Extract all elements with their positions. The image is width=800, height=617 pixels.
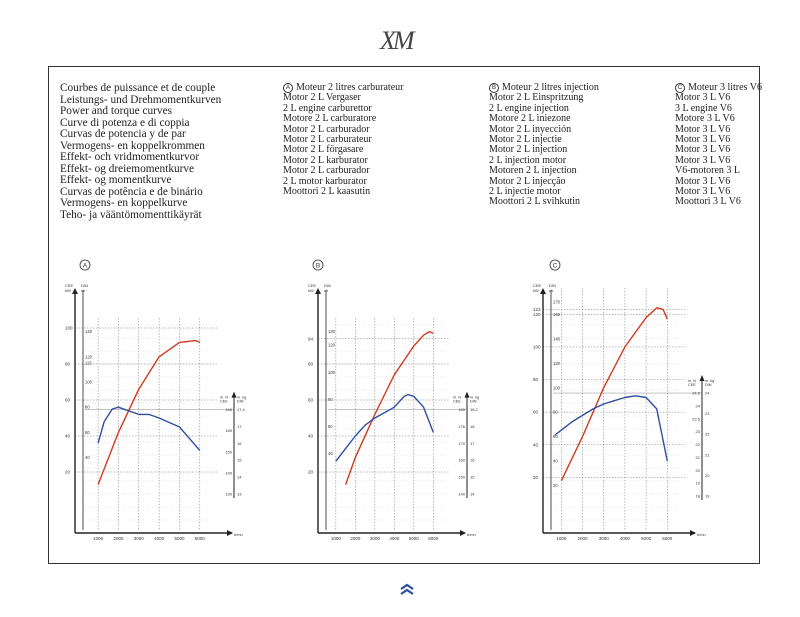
- engine-line-text: 2 L motor karburator: [283, 175, 367, 187]
- x-tick-label: 1000: [556, 536, 567, 541]
- torque-curve: [555, 396, 667, 461]
- engine-line-text: Motor 3 L V6: [675, 133, 731, 145]
- hp-axis-title: DIN: [81, 283, 88, 288]
- language-title: Curvas de potência e de binário: [60, 185, 203, 198]
- hp-tick-label: 80: [85, 404, 90, 410]
- torque-mkg-tick-label: 15: [470, 474, 475, 480]
- x-tick-label: 4000: [154, 536, 165, 541]
- torque-curve: [336, 395, 434, 462]
- x-tick-label: 5000: [174, 536, 185, 541]
- torque-mkg-tick-label: 18: [470, 423, 475, 429]
- y-tick-label: 60: [308, 397, 314, 403]
- hp-axis-title: DIN: [324, 283, 331, 288]
- engine-line-text: Motor 2 L Vergaser: [283, 92, 361, 104]
- engine-line-text: Motor 3 L V6: [675, 123, 731, 135]
- arrow-right-icon: [690, 530, 696, 536]
- engine-line-text: Motore 3 L V6: [675, 113, 735, 125]
- left-axis-title: CEE: [533, 283, 542, 288]
- power-curve: [346, 332, 434, 485]
- engine-line-text: Motor 2 L karburator: [283, 154, 368, 166]
- x-tick-label: 2000: [113, 536, 124, 541]
- x-tick-label: 3000: [133, 536, 144, 541]
- torque-nm-tick-label: 160: [458, 457, 465, 463]
- torque-axis-subtitle: CEE: [453, 399, 461, 404]
- left-axis-unit: kW: [308, 288, 314, 293]
- torque-axis-subtitle: CEE: [220, 399, 228, 404]
- engine-line-text: Motor 3 L V6: [675, 92, 731, 104]
- torque-mkg-tick-label: 18.2: [470, 407, 478, 413]
- y-tick-label: 100: [65, 325, 73, 331]
- language-title: Effekt- och vridmomentkurvor: [60, 151, 200, 163]
- torque-mkg-tick-label: 24: [705, 390, 710, 396]
- hp-tick-label: 170: [553, 299, 560, 305]
- torque-nm-tick-label: 22: [695, 442, 700, 448]
- engine-line-text: Motor 3 L V6: [675, 185, 731, 197]
- engine-line-text: 2 L injection motor: [489, 154, 567, 166]
- x-tick-label: 3000: [598, 536, 609, 541]
- hp-tick-label: 130: [328, 329, 335, 335]
- hp-tick-label: 60: [553, 434, 558, 440]
- hp-tick-label: 100: [553, 385, 560, 391]
- x-tick-label: 6000: [662, 536, 673, 541]
- torque-axis-title: m. N: [453, 395, 462, 400]
- engine-line-text: 2 L injectie motor: [489, 185, 561, 197]
- torque-axis-subtitle: DIN: [470, 399, 477, 404]
- left-axis-unit: kW: [65, 288, 71, 293]
- x-axis-title: tr/mn: [467, 533, 476, 537]
- citroen-xm-logo: XM: [380, 26, 412, 55]
- hp-tick-label: 120: [553, 360, 560, 366]
- hp-tick-label: 40: [85, 455, 90, 461]
- engine-line-text: Moottori 2 L kaasutin: [283, 185, 371, 197]
- torque-mkg-tick-label: 21: [705, 452, 710, 458]
- torque-nm-tick-label: 24.5: [692, 390, 700, 396]
- y-tick-label: 40: [65, 433, 71, 439]
- engine-line-text: V6-motoren 3 L: [675, 165, 740, 177]
- y-tick-label: 40: [533, 442, 539, 448]
- torque-mkg-tick-label: 15: [237, 457, 242, 463]
- y-tick-label: 94: [308, 336, 314, 342]
- hp-tick-label: 80: [328, 396, 333, 402]
- language-title: Curvas de potencia y de par: [60, 128, 186, 140]
- torque-mkg-tick-label: 17: [237, 423, 242, 429]
- torque-mkg-tick-label: 13: [237, 491, 242, 497]
- language-title: Courbes de puissance et de couple: [60, 82, 216, 94]
- language-title: Effekt- og momentkurve: [60, 174, 172, 186]
- engine-marker-icon: A: [283, 83, 293, 93]
- engine-line-text: Motore 2 L iniezone: [489, 113, 571, 125]
- chart-a: [65, 260, 246, 541]
- hp-tick-label: 60: [85, 429, 90, 435]
- hp-tick-label: 100: [85, 379, 92, 385]
- y-tick-label: 80: [65, 361, 71, 367]
- arrow-up-icon: [465, 392, 470, 398]
- x-tick-label: 1000: [93, 536, 104, 541]
- hp-tick-label: 160: [553, 311, 560, 317]
- torque-nm-tick-label: 176: [458, 423, 465, 429]
- torque-nm-tick-label: 18: [695, 493, 700, 499]
- engine-line-text: Motor 2 L injecção: [489, 175, 566, 187]
- x-axis-title: tr/mn: [234, 533, 243, 537]
- torque-axis-title: m. kg: [705, 379, 715, 384]
- torque-nm-tick-label: 150: [458, 474, 465, 480]
- x-tick-label: 3000: [369, 536, 380, 541]
- hp-axis-unit: ch: [549, 288, 554, 293]
- torque-axis-title: m. N: [688, 379, 697, 384]
- torque-nm-tick-label: 24: [695, 403, 700, 409]
- torque-mkg-tick-label: 19: [705, 493, 710, 499]
- engine-line-text: Motor 3 L V6: [675, 154, 731, 166]
- engine-line-text: Motor 2 L förgasare: [283, 144, 364, 156]
- arrow-right-icon: [460, 530, 466, 536]
- language-title: Teho- ja vääntömomenttikäyrät: [60, 208, 202, 221]
- arrow-up-icon: [315, 288, 321, 294]
- language-title: Vermogens- en koppelkurve: [60, 197, 188, 209]
- hp-tick-label: 120: [328, 342, 335, 348]
- torque-nm-tick-label: 170: [458, 440, 465, 446]
- left-axis-unit: kW: [533, 288, 539, 293]
- torque-mkg-tick-label: 16: [237, 440, 242, 446]
- hp-tick-label: 140: [553, 336, 560, 342]
- engine-line-text: Motor 2 L injection: [489, 144, 568, 156]
- hp-tick-label: 60: [328, 424, 333, 430]
- torque-nm-tick-label: 23: [695, 429, 700, 435]
- engine-line-text: Motoren 2 L injection: [489, 165, 577, 177]
- engine-line-text: 3 L engine V6: [675, 102, 732, 114]
- torque-nm-tick-label: 160: [225, 428, 232, 434]
- y-tick-label: 20: [65, 469, 71, 475]
- engine-line-text: Motor 3 L V6: [675, 144, 731, 156]
- y-tick-label: 20: [308, 469, 314, 475]
- y-tick-label: 80: [533, 377, 539, 383]
- y-tick-label: 40: [308, 433, 314, 439]
- y-tick-label: 120: [533, 311, 541, 317]
- arrow-up-icon: [700, 375, 705, 381]
- x-tick-label: 2000: [350, 536, 361, 541]
- torque-nm-tick-label: 180: [458, 407, 465, 413]
- x-tick-label: 6000: [194, 536, 205, 541]
- arrow-right-icon: [227, 530, 233, 536]
- chart-b: [308, 260, 479, 541]
- arrow-up-icon: [540, 288, 546, 294]
- language-title: Power and torque curves: [60, 105, 172, 117]
- chart-marker-label: C: [552, 262, 558, 270]
- x-tick-label: 1000: [330, 536, 341, 541]
- x-tick-label: 5000: [641, 536, 652, 541]
- x-tick-label: 4000: [389, 536, 400, 541]
- engine-line-text: Moteur 2 litres carburateur: [296, 82, 404, 93]
- engine-line-text: Motor 2 L carburador: [283, 165, 370, 177]
- x-axis-title: tr/mn: [697, 533, 706, 537]
- engine-line-text: Moteur 3 litres V6: [688, 82, 762, 93]
- engine-line-text: Motor 2 L Einspritzung: [489, 92, 584, 104]
- torque-nm-tick-label: 19: [695, 480, 700, 486]
- y-tick-label: 60: [65, 397, 71, 403]
- hp-tick-label: 20: [553, 483, 558, 489]
- x-tick-label: 5000: [408, 536, 419, 541]
- hp-tick-label: 80: [553, 409, 558, 415]
- torque-nm-tick-label: 20: [695, 467, 700, 473]
- engine-marker-icon: C: [675, 83, 685, 93]
- left-axis-title: CEE: [308, 283, 317, 288]
- chart-marker-label: A: [82, 262, 88, 270]
- chart-c: [533, 260, 714, 541]
- torque-axis-title: m. kg: [237, 395, 247, 400]
- torque-mkg-tick-label: 16: [470, 457, 475, 463]
- torque-axis-title: m. kg: [470, 395, 480, 400]
- torque-axis-subtitle: DIN: [237, 399, 244, 404]
- chart-marker-label: B: [315, 262, 321, 270]
- hp-axis-unit: ch: [324, 288, 329, 293]
- arrow-up-icon: [232, 392, 237, 398]
- x-tick-label: 4000: [619, 536, 630, 541]
- power-curve: [98, 341, 200, 485]
- torque-nm-tick-label: 140: [458, 491, 465, 497]
- language-title: Curve di potenza e di coppia: [60, 116, 190, 129]
- torque-nm-tick-label: 21: [695, 454, 700, 460]
- citroen-chevron-icon: [399, 582, 415, 596]
- language-title: Vermogens- en koppelkrommen: [60, 139, 205, 152]
- left-axis-title: CEE: [65, 283, 74, 288]
- torque-mkg-tick-label: 14: [237, 474, 242, 480]
- hp-tick-label: 140: [85, 329, 92, 335]
- torque-mkg-tick-label: 14: [470, 491, 475, 497]
- engine-marker-icon: B: [489, 83, 499, 93]
- torque-mkg-tick-label: 22: [705, 431, 710, 437]
- engine-line-text: Moteur 2 litres injection: [502, 82, 599, 93]
- torque-nm-tick-label: 140: [225, 470, 232, 476]
- engine-line-text: Motor 2 L carburateur: [283, 133, 372, 145]
- y-tick-label: 20: [533, 474, 539, 480]
- torque-mkg-tick-label: 17.4: [237, 407, 245, 413]
- engine-line-text: Moottori 2 L svihkutin: [489, 196, 581, 208]
- x-tick-label: 6000: [428, 536, 439, 541]
- x-tick-label: 2000: [577, 536, 588, 541]
- engine-line-text: 2 L engine injection: [489, 102, 569, 114]
- y-tick-label: 123: [533, 306, 541, 312]
- hp-axis-unit: ch: [81, 288, 86, 293]
- hp-tick-label: 115: [85, 360, 92, 366]
- engine-line-text: Motor 2 L injectie: [489, 133, 562, 145]
- engine-line-text: Motor 3 L V6: [675, 175, 731, 187]
- torque-nm-tick-label: 166: [225, 407, 232, 413]
- torque-nm-tick-label: 23.5: [692, 416, 700, 422]
- engine-line-text: Moottori 3 L V6: [675, 196, 741, 208]
- torque-axis-subtitle: DIN: [705, 383, 712, 388]
- arrow-up-icon: [72, 288, 78, 294]
- engine-line-text: 2 L engine carburettor: [283, 102, 372, 114]
- torque-nm-tick-label: 150: [225, 449, 232, 455]
- y-tick-label: 100: [533, 344, 541, 350]
- torque-mkg-tick-label: 20: [705, 472, 710, 478]
- engine-line-text: Motore 2 L carburatore: [283, 113, 377, 125]
- language-title: Leistungs- und Drehmomentkurven: [60, 93, 222, 106]
- torque-axis-subtitle: CEE: [688, 383, 696, 388]
- power-curve: [561, 308, 667, 481]
- hp-tick-label: 40: [553, 458, 558, 464]
- torque-nm-tick-label: 130: [225, 491, 232, 497]
- hp-tick-label: 120: [85, 354, 92, 360]
- torque-axis-title: m. N: [220, 395, 229, 400]
- hp-axis-title: DIN: [549, 283, 556, 288]
- engine-line-text: Motor 2 L inyección: [489, 123, 572, 135]
- torque-mkg-tick-label: 23: [705, 411, 710, 417]
- y-tick-label: 80: [308, 361, 314, 367]
- language-title: Effekt- og dreiemomentkurve: [60, 162, 195, 175]
- engine-line-text: Motor 2 L carburador: [283, 123, 370, 135]
- y-tick-label: 60: [533, 409, 539, 415]
- hp-tick-label: 40: [328, 451, 333, 457]
- torque-mkg-tick-label: 17: [470, 440, 475, 446]
- hp-tick-label: 100: [328, 369, 335, 375]
